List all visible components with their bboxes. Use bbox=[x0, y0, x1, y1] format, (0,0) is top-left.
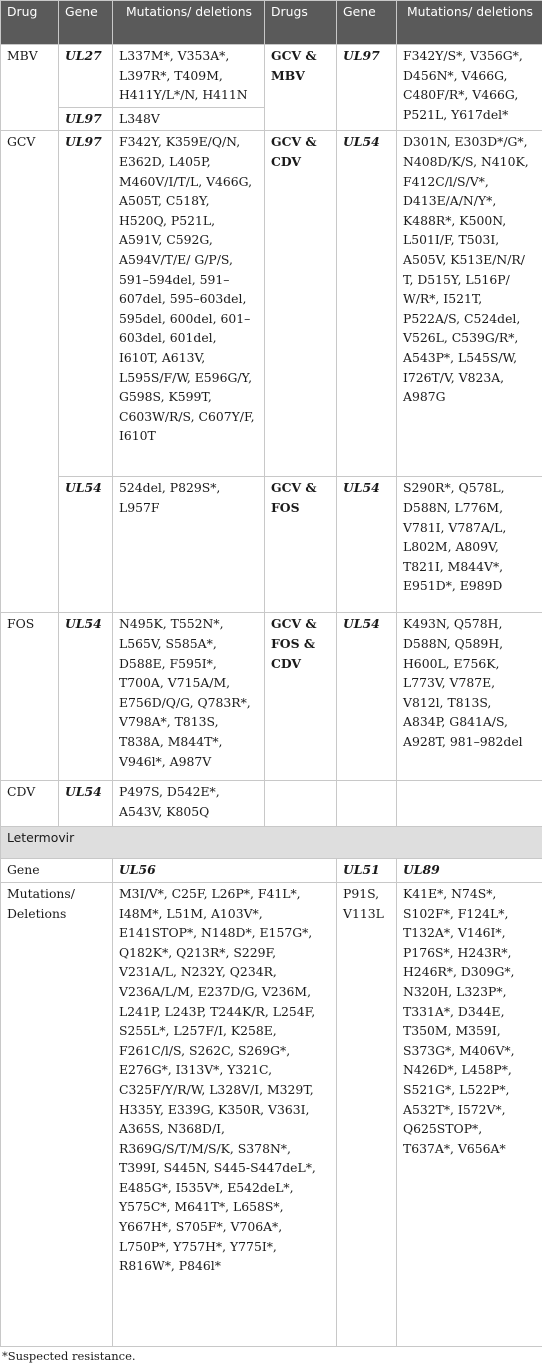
letermovir-mutations-label: Mutations/ Deletions bbox=[1, 882, 113, 1346]
table-row bbox=[1, 882, 542, 1346]
gene-cell: UL54 bbox=[59, 781, 113, 827]
empty-cell bbox=[337, 781, 397, 827]
gene-cell: UL97 bbox=[59, 131, 113, 477]
gene-cell-ul89: UL89 bbox=[397, 859, 542, 883]
gene-cell: UL54 bbox=[337, 477, 397, 613]
header-mutations: Mutations/ deletions bbox=[113, 1, 265, 45]
header-gene: Gene bbox=[59, 1, 113, 45]
letermovir-gene-label: Gene bbox=[1, 859, 113, 883]
combo-drug-cell: GCV & MBV bbox=[265, 45, 337, 131]
table-row bbox=[1, 477, 542, 613]
header-gene-2: Gene bbox=[337, 1, 397, 45]
footnote: *Suspected resistance. bbox=[2, 1349, 136, 1363]
table-row bbox=[1, 613, 542, 781]
drug-cell-fos: FOS bbox=[1, 613, 59, 781]
header-drug: Drug bbox=[1, 1, 59, 45]
section-title-letermovir: Letermovir bbox=[1, 827, 542, 859]
gene-cell: UL97 bbox=[59, 107, 113, 131]
gene-cell: UL54 bbox=[59, 613, 113, 781]
empty-cell bbox=[265, 781, 337, 827]
table-row bbox=[1, 781, 542, 827]
table-row bbox=[1, 859, 542, 883]
combo-drug-cell: GCV & CDV bbox=[265, 131, 337, 477]
drug-cell-mbv: MBV bbox=[1, 45, 59, 131]
empty-cell bbox=[397, 781, 542, 827]
mutations-cell: 524del, P829S*, L957F bbox=[113, 477, 265, 613]
header-drugs: Drugs bbox=[265, 1, 337, 45]
table-header-row bbox=[1, 1, 542, 45]
table-row bbox=[1, 131, 542, 477]
gene-cell-ul51: UL51 bbox=[337, 859, 397, 883]
mutations-cell: K493N, Q578H, D588N, Q589H, H600L, E756K, L773V, V787E, V812l, T813S, A834P, G841A/S, A928T, 981–982del bbox=[397, 613, 542, 781]
gene-cell: UL54 bbox=[337, 131, 397, 477]
mutations-cell: F342Y, K359E/Q/N, E362D, L405P, M460V/I/T/L, V466G, A505T, C518Y, H520Q, P521L, A591V, C592G, A594V/T/E/ G/P/S, 591–594del, 591–607del, 595–603del, 595del, 600del, 601–603del, 601del, I610T, A613V, L595S/F/W, E596G/Y, G598S, K599T, C603W/R/S, C607Y/F, I610T bbox=[113, 131, 265, 477]
combo-drug-cell: GCV & FOS & CDV bbox=[265, 613, 337, 781]
mutations-cell: P497S, D542E*, A543V, K805Q bbox=[113, 781, 265, 827]
drug-cell-cdv: CDV bbox=[1, 781, 59, 827]
mutations-cell: D301N, E303D*/G*, N408D/K/S, N410K, F412C/l/S/V*, D413E/A/N/Y*, K488R*, K500N, L501I/F, T503I, A505V, K513E/N/R/ T, D515Y, L516P/ W/R*, I521T, P522A/S, C524del, V526L, C539G/R*, A543P*, L545S/W, I726T/V, V823A, A987G bbox=[397, 131, 542, 477]
mutations-cell-ul56: M3I/V*, C25F, L26P*, F41L*, I48M*, L51M, A103V*, E141STOP*, N148D*, E157G*, Q182K*, Q213R*, S229F, V231A/L, N232Y, Q234R, V236A/L/M, E237D/G, V236M, L241P, L243P, T244K/R, L254F, S255L*, L257F/I, K258E, F261C/l/S, S262C, S269G*, E276G*, I313V*, Y321C, C325F/Y/R/W, L328V/I, M329T, H335Y, E339G, K350R, V363I, A365S, N368D/I, R369G/S/T/M/S/K, S378N*, T399I, S445N, S445-S447deL*, E485G*, I535V*, E542deL*, Y575C*, M641T*, L658S*, Y667H*, S705F*, V706A*, L750P*, Y757H*, Y775I*, R816W*, P846l* bbox=[113, 882, 337, 1346]
mutations-cell-ul51: P91S, V113L bbox=[337, 882, 397, 1346]
table-row bbox=[1, 45, 542, 108]
mutations-cell: S290R*, Q578L, D588N, L776M, V781I, V787A/L, L802M, A809V, T821I, M844V*, E951D*, E989D bbox=[397, 477, 542, 613]
section-header-row bbox=[1, 827, 542, 859]
gene-cell: UL97 bbox=[337, 45, 397, 131]
gene-cell: UL27 bbox=[59, 45, 113, 108]
gene-cell: UL54 bbox=[59, 477, 113, 613]
mutations-cell: L348V bbox=[113, 107, 265, 131]
mutations-cell-ul89: K41E*, N74S*, S102F*, F124L*, T132A*, V146I*, P176S*, H243R*, H246R*, D309G*, N320H, L323P*, T331A*, D344E, T350M, M359I, S373G*, M406V*, N426D*, L458P*, S521G*, L522P*, A532T*, I572V*, Q625STOP*, T637A*, V656A* bbox=[397, 882, 542, 1346]
gene-cell: UL54 bbox=[337, 613, 397, 781]
gene-cell-ul56: UL56 bbox=[113, 859, 337, 883]
mutations-cell: L337M*, V353A*, L397R*, T409M, H411Y/L*/N, H411N bbox=[113, 45, 265, 108]
mutations-cell: N495K, T552N*, L565V, S585A*, D588E, F595I*, T700A, V715A/M, E756D/Q/G, Q783R*, V798A*, T813S, T838A, M844T*, V946l*, A987V bbox=[113, 613, 265, 781]
mutations-cell: F342Y/S*, V356G*, D456N*, V466G, C480F/R*, V466G, P521L, Y617del* bbox=[397, 45, 542, 131]
drug-cell-gcv: GCV bbox=[1, 131, 59, 613]
combo-drug-cell: GCV & FOS bbox=[265, 477, 337, 613]
header-mutations-2: Mutations/ deletions bbox=[397, 1, 542, 45]
